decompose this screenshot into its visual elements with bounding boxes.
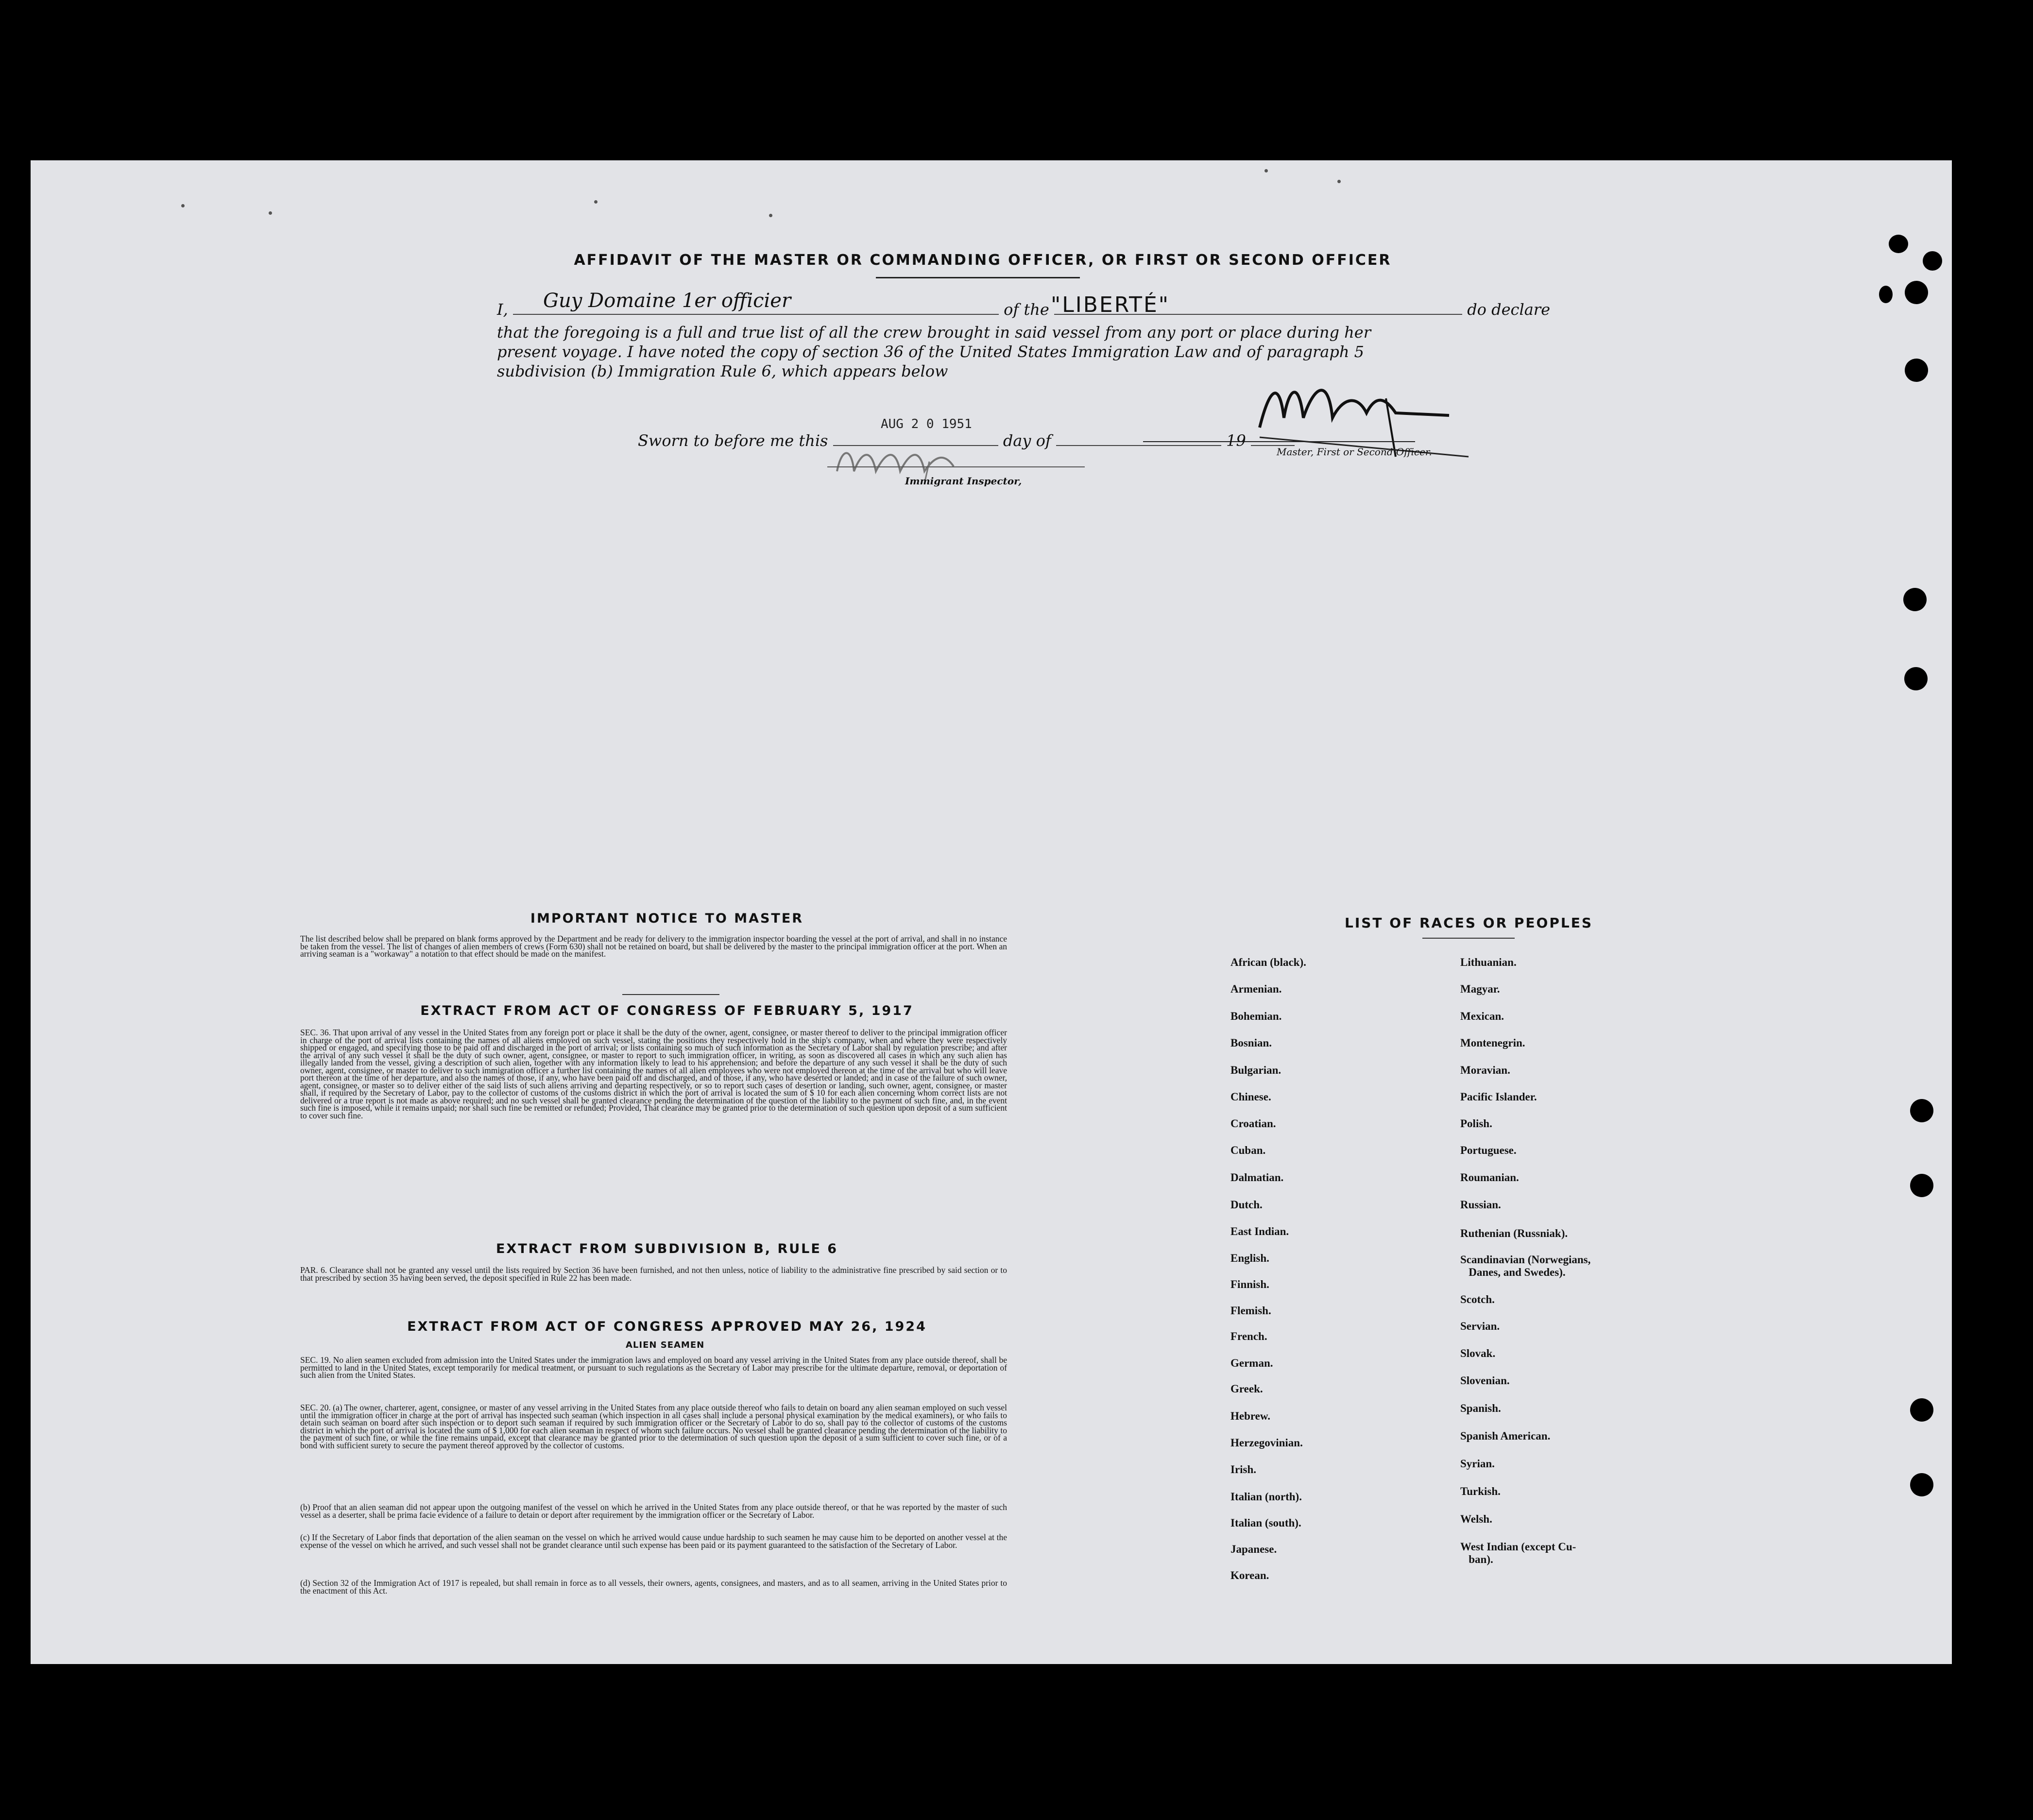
speck <box>1337 180 1341 183</box>
extract-rule6-title: EXTRACT FROM SUBDIVISION B, RULE 6 <box>495 1241 838 1256</box>
punch-hole <box>1910 1099 1933 1122</box>
affidavit-of-the: of the <box>1004 300 1049 319</box>
races-title: LIST OF RACES OR PEOPLES <box>1345 915 1593 931</box>
race-left-7: Cuban. <box>1230 1144 1266 1156</box>
inspector-label: Immigrant Inspector, <box>905 475 1022 487</box>
sec20c-text: (c) If the Secretary of Labor finds that deportation of the alien seaman on the vessel on which he arrived would cause undue hardship to such seamen he may cause him to be deported on another vessel at the expense of the vessel on which he arrived, and such vessel shall not be grandet clearance until such expense has been paid or its payment guaranteed to the satisfaction of the Secretary of Labor. <box>300 1532 1007 1550</box>
race-right-13: Servian. <box>1460 1320 1500 1332</box>
race-left-8: Dalmatian. <box>1230 1171 1284 1184</box>
alien-seamen-subtitle: ALIEN SEAMEN <box>626 1340 705 1350</box>
signature-label: Master, First or Second Officer. <box>1277 446 1432 458</box>
speck <box>594 200 598 204</box>
race-left-14: French. <box>1230 1330 1267 1342</box>
speck <box>769 214 772 217</box>
punch-hole <box>1910 1174 1933 1197</box>
extract-1917-text: SEC. 36. That upon arrival of any vessel in the United States from any foreign port or place it shall be the duty of the owner, agent, consignee, or master thereof to deliver to the principal immigration officer in charge of the port of arrival lists containing the names of all aliens employed on such vessel, stating the positions they respectively hold in the ship's company, when and where they were respectively shipped or engaged, and specifying those to be paid off and discharged in the port of arrival; or lists containing so much of such information as the Secretary of Labor shall by regulation prescribe; and after the arrival of any such vessel it shall be the duty of such owner, agent, consignee, or master to report to such immigration officer, in writing, as soon as discovered all cases in which any such alien has illegally landed from the vessel, giving a description of such alien, together with any information likely to lead to his apprehension; and before the departure of any such vessel it shall be the duty of such owner, agent, consignee, or master to deliver to such immigration officer a further list containing the names of all alien employees who were not employed thereon at the time of the arrival but who will leave port thereon at the time of her departure, and also the names of those, if any, who have been paid off and discharged, and of those, if any, who have deserted or landed; and in case of the failure of such owner, agent, consignee, or master so to deliver either of the said lists of such aliens arriving and departing respectively, or so to report such cases of desertion or landing, such owner, agent, consignee, or master shall, if required by the Secretary of Labor, pay to the collector of customs of the customs district in which the port of arrival is located the sum of $ 10 for each alien concerning whom correct lists are not delivered or a true report is not made as above required; and no such vessel shall be granted clearance pending the determination of the question of the liability to the payment of such fine, and, in the event such fine is imposed, while it remains unpaid; nor shall such fine be remitted or refunded; Provided, That clearance may be granted prior to the determination of such question upon deposit of a sum sufficient to cover such fine. <box>300 1028 1007 1120</box>
race-right-7: Portuguese. <box>1460 1144 1517 1156</box>
sec19-text: SEC. 19. No alien seamen excluded from admission into the United States under the immigration laws and employed on board any vessel arriving in the United States from any place outside thereof, shall be permitted to land in the United States, except temporarily for medical treatment, or pursuant to such regulations as the Secretary of Labor may prescribe for the ultimate departure, removal, or deportation of such alien from the United States. <box>300 1355 1007 1380</box>
sworn-month-blank <box>1056 431 1221 446</box>
affidavit-line-2: that the foregoing is a full and true list of all the crew brought in said vessel from any port or place during her <box>497 323 1371 342</box>
speck <box>269 211 272 215</box>
affidavit-title: AFFIDAVIT OF THE MASTER OR COMMANDING OFFICER, OR FIRST OR SECOND OFFICER <box>574 252 1392 269</box>
race-right-19: Turkish. <box>1460 1485 1501 1497</box>
date-stamp: AUG 2 0 1951 <box>881 417 972 431</box>
affidavit-line-3: present voyage. I have noted the copy of section 36 of the United States Immigration Law and of paragraph 5 <box>497 343 1364 361</box>
punch-hole <box>1905 281 1928 304</box>
sworn-year-blank <box>1251 431 1295 446</box>
extract-1924-title: EXTRACT FROM ACT OF CONGRESS APPROVED MAY 26, 1924 <box>407 1319 927 1334</box>
race-left-22: Japanese. <box>1230 1543 1277 1555</box>
race-right-2: Mexican. <box>1460 1010 1504 1022</box>
race-left-0: African (black). <box>1230 956 1306 968</box>
vessel-name-stamp: "LIBERTÉ" <box>1051 292 1170 317</box>
race-right-14: Slovak. <box>1460 1347 1496 1359</box>
race-left-17: Hebrew. <box>1230 1410 1270 1422</box>
document-sheet <box>31 160 1952 1664</box>
race-left-16: Greek. <box>1230 1383 1263 1395</box>
race-right-11: Scandinavian (Norwegians, Danes, and Swedes). <box>1460 1253 1591 1278</box>
race-right-16: Spanish. <box>1460 1402 1501 1414</box>
race-left-12: Finnish. <box>1230 1278 1269 1290</box>
race-left-15: German. <box>1230 1357 1273 1369</box>
sworn-label: Sworn to before me this <box>638 431 828 450</box>
inspector-rule <box>827 466 1085 467</box>
race-left-3: Bosnian. <box>1230 1037 1272 1049</box>
race-left-6: Croatian. <box>1230 1117 1276 1130</box>
race-right-1: Magyar. <box>1460 983 1500 995</box>
race-left-10: East Indian. <box>1230 1225 1289 1237</box>
speck <box>181 204 185 207</box>
races-divider <box>1422 938 1515 939</box>
title-rule <box>876 277 1080 278</box>
race-right-20: Welsh. <box>1460 1513 1492 1525</box>
race-left-4: Bulgarian. <box>1230 1064 1281 1076</box>
race-right-15: Slovenian. <box>1460 1374 1510 1387</box>
punch-hole <box>1903 588 1927 611</box>
race-left-21: Italian (south). <box>1230 1517 1301 1529</box>
race-right-0: Lithuanian. <box>1460 956 1517 968</box>
race-right-10: Ruthenian (Russniak). <box>1460 1227 1568 1239</box>
race-left-23: Korean. <box>1230 1569 1269 1581</box>
race-left-11: English. <box>1230 1252 1269 1264</box>
race-right-4: Moravian. <box>1460 1064 1510 1076</box>
race-left-9: Dutch. <box>1230 1199 1263 1211</box>
punch-hole <box>1910 1398 1933 1422</box>
notice-text: The list described below shall be prepared on blank forms approved by the Department and be ready for delivery to the immigration inspector boarding the vessel at the port of arrival, and shall in no instance be taken from the vessel. The list of changes of alien members of crews (Form 630) shall not be retained on board, but shall be delivered by the master to the principal immigration officer at the port. When an arriving seaman is a "workaway" a notation to that effect should be made on the manifest. <box>300 934 1007 959</box>
race-right-3: Montenegrin. <box>1460 1037 1525 1049</box>
race-right-6: Polish. <box>1460 1117 1492 1130</box>
sec20b-text: (b) Proof that an alien seaman did not appear upon the outgoing manifest of the vessel on which he arrived in the United States from any place outside thereof, or that he was reported by the master of such vessel as a deserter, shall be prima facie evidence of a failure to detain or deport after requirement by the immigration officer or the Secretary of Labor. <box>300 1502 1007 1520</box>
extract-1917-title: EXTRACT FROM ACT OF CONGRESS OF FEBRUARY 5, 1917 <box>420 1003 914 1018</box>
race-left-13: Flemish. <box>1230 1305 1271 1317</box>
officer-name-handwritten: Guy Domaine 1er officier <box>543 290 791 312</box>
punch-hole <box>1905 359 1928 382</box>
sec20a-text: SEC. 20. (a) The owner, charterer, agent, consignee, or master of any vessel arriving in the United States from any place outside thereof who fails to detain on board any alien seaman employed on such vessel until the immigration officer in charge at the port of arrival has inspected such seaman (which inspection in all cases shall include a personal physical examination by the medical examiners), or who fails to detain such seaman on board after such inspection or to deport such seaman if required by such immigration officer or the Secretary of Labor to do so, shall pay to the collector of customs of the customs district in which the port of arrival is located the sum of $ 1,000 for each alien seaman in respect of whom such failure occurs. No vessel shall be granted clearance pending the determination of the liability to the payment of such fine, or while the fine remains unpaid, except that clearance may be granted prior to the determination of such question upon the deposit of a sum sufficient to cover such fine, or of a bond with sufficient surety to secure the payment thereof approved by the collector of customs. <box>300 1403 1007 1450</box>
affidavit-line-4: subdivision (b) Immigration Rule 6, which appears below <box>497 362 948 380</box>
race-right-18: Syrian. <box>1460 1458 1495 1470</box>
punch-hole <box>1879 286 1893 303</box>
notice-title: IMPORTANT NOTICE TO MASTER <box>530 911 804 926</box>
speck <box>1264 169 1268 172</box>
race-left-5: Chinese. <box>1230 1091 1271 1103</box>
race-left-19: Irish. <box>1230 1463 1257 1476</box>
race-right-17: Spanish American. <box>1460 1430 1551 1442</box>
punch-hole <box>1889 235 1908 253</box>
punch-hole <box>1910 1473 1933 1496</box>
race-left-18: Herzegovinian. <box>1230 1437 1303 1449</box>
race-left-20: Italian (north). <box>1230 1491 1302 1503</box>
year-prefix: 19 <box>1226 431 1246 450</box>
affidavit-i: I, <box>497 300 508 319</box>
section-divider <box>622 994 719 995</box>
punch-hole <box>1923 251 1942 271</box>
race-right-9: Russian. <box>1460 1199 1501 1211</box>
sec20d-text: (d) Section 32 of the Immigration Act of 1917 is repealed, but shall remain in force as to all vessels, their owners, agents, consignees, and masters, and as to all seamen, arriving in the United States prior to the enactment of this Act. <box>300 1578 1007 1596</box>
race-right-8: Roumanian. <box>1460 1171 1519 1184</box>
extract-rule6-text: PAR. 6. Clearance shall not be granted any vessel until the lists required by Section 36 have been furnished, and not then unless, notice of liability to the administrative fine prescribed by said section or to that prescribed by section 35 having been served, the deposit specified in Rule 22 has been made. <box>300 1265 1007 1283</box>
race-right-12: Scotch. <box>1460 1293 1495 1305</box>
race-right-5: Pacific Islander. <box>1460 1091 1537 1103</box>
race-left-2: Bohemian. <box>1230 1010 1282 1022</box>
affidavit-do-declare: do declare <box>1467 300 1550 319</box>
race-left-1: Armenian. <box>1230 983 1282 995</box>
race-right-21: West Indian (except Cu- ban). <box>1460 1541 1576 1565</box>
day-of-label: day of <box>1003 431 1051 450</box>
punch-hole <box>1904 667 1928 690</box>
